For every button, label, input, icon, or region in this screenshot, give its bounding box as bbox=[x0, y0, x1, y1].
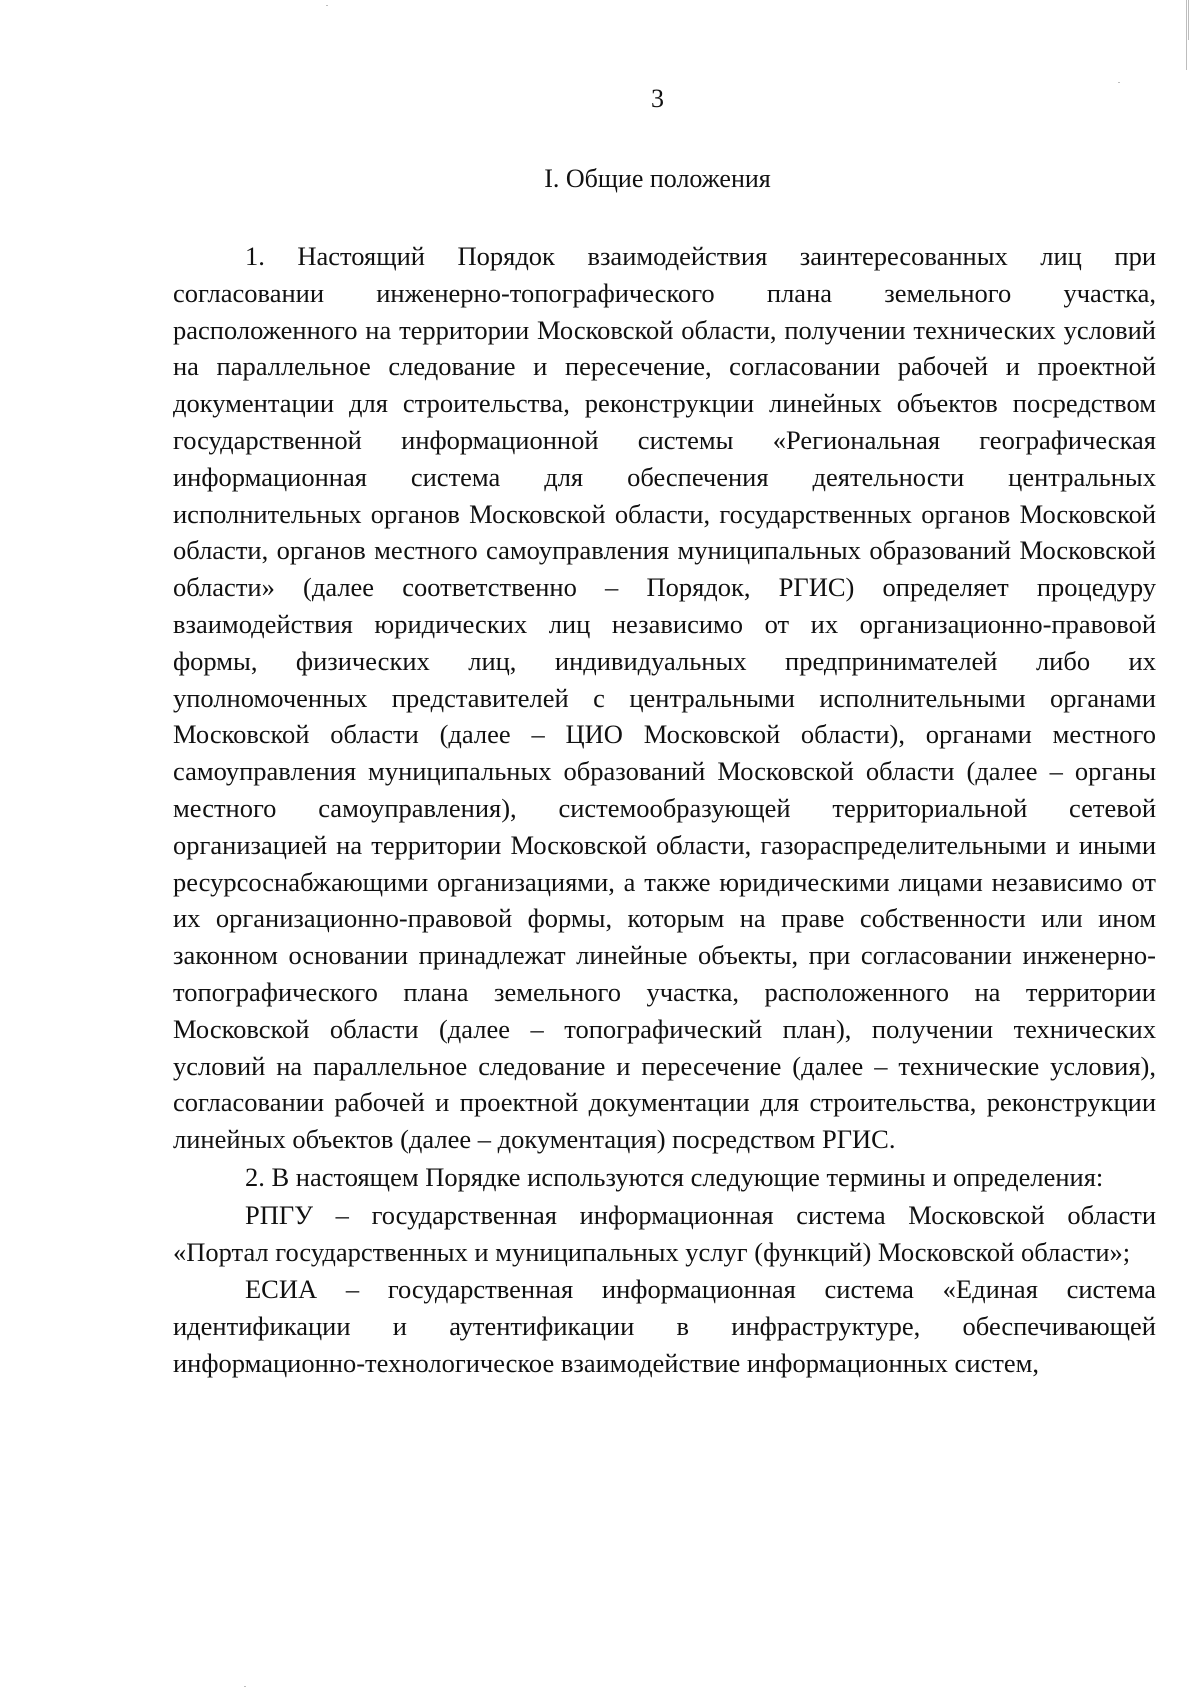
scan-edge-mark bbox=[1188, 0, 1189, 40]
paragraph-1: 1. Настоящий Порядок взаимодействия заинтересованных лиц при согласовании инженерно-топографического плана земельного участка, расположенного на территории Московской области, получении технических условий на параллельное следование и пересечение, согласовании рабочей и проектной документации для строительства, реконструкции линейных объектов посредством государственной информационной системы «Региональная географическая информационная система для обеспечения деятельности центральных исполнительных органов Московской области, государственных органов Московской области, органов местного самоуправления муниципальных образований Московской области» (далее соответственно – Порядок, РГИС) определяет процедуру взаимодействия юридических лиц независимо от их организационно-правовой формы, физических лиц, индивидуальных предпринимателей либо их уполномоченных представителей с центральными исполнительными органами Московской области (далее – ЦИО Московской области), органами местного самоуправления муниципальных образований Московской области (далее – органы местного самоуправления), системообразующей территориальной сетевой организацией на территории Московской области, газораспределительными и иными ресурсоснабжающими организациями, а также юридическими лицами независимо от их организационно-правовой формы, которым на праве собственности или ином законном основании принадлежат линейные объекты, при согласовании инженерно-топографического плана земельного участка, расположенного на территории Московской области (далее – топографический план), получении технических условий на параллельное следование и пересечение (далее – технические условия), согласовании рабочей и проектной документации для строительства, реконструкции линейных объектов (далее – документация) посредством РГИС. bbox=[173, 241, 1156, 1155]
scan-speck bbox=[244, 1686, 246, 1687]
document-body bbox=[173, 238, 1156, 1382]
page-number: 3 bbox=[651, 84, 664, 113]
paragraph-esia-definition: ЕСИА – государственная информационная система «Единая система идентификации и аутентификации в инфраструктуре, обеспечивающей информационно-технологическое взаимодействие информационных систем, bbox=[173, 1274, 1156, 1378]
scan-speck bbox=[326, 5, 328, 6]
scan-edge-mark bbox=[1186, 0, 1187, 70]
scan-speck bbox=[1118, 82, 1120, 83]
paragraph-2: 2. В настоящем Порядке используются следующие термины и определения: bbox=[245, 1161, 1104, 1192]
paragraph-rpgu-definition: РПГУ – государственная информационная система Московской области «Портал государственных и муниципальных услуг (функций) Московской области»; bbox=[173, 1199, 1156, 1267]
section-title: I. Общие положения bbox=[544, 164, 771, 193]
